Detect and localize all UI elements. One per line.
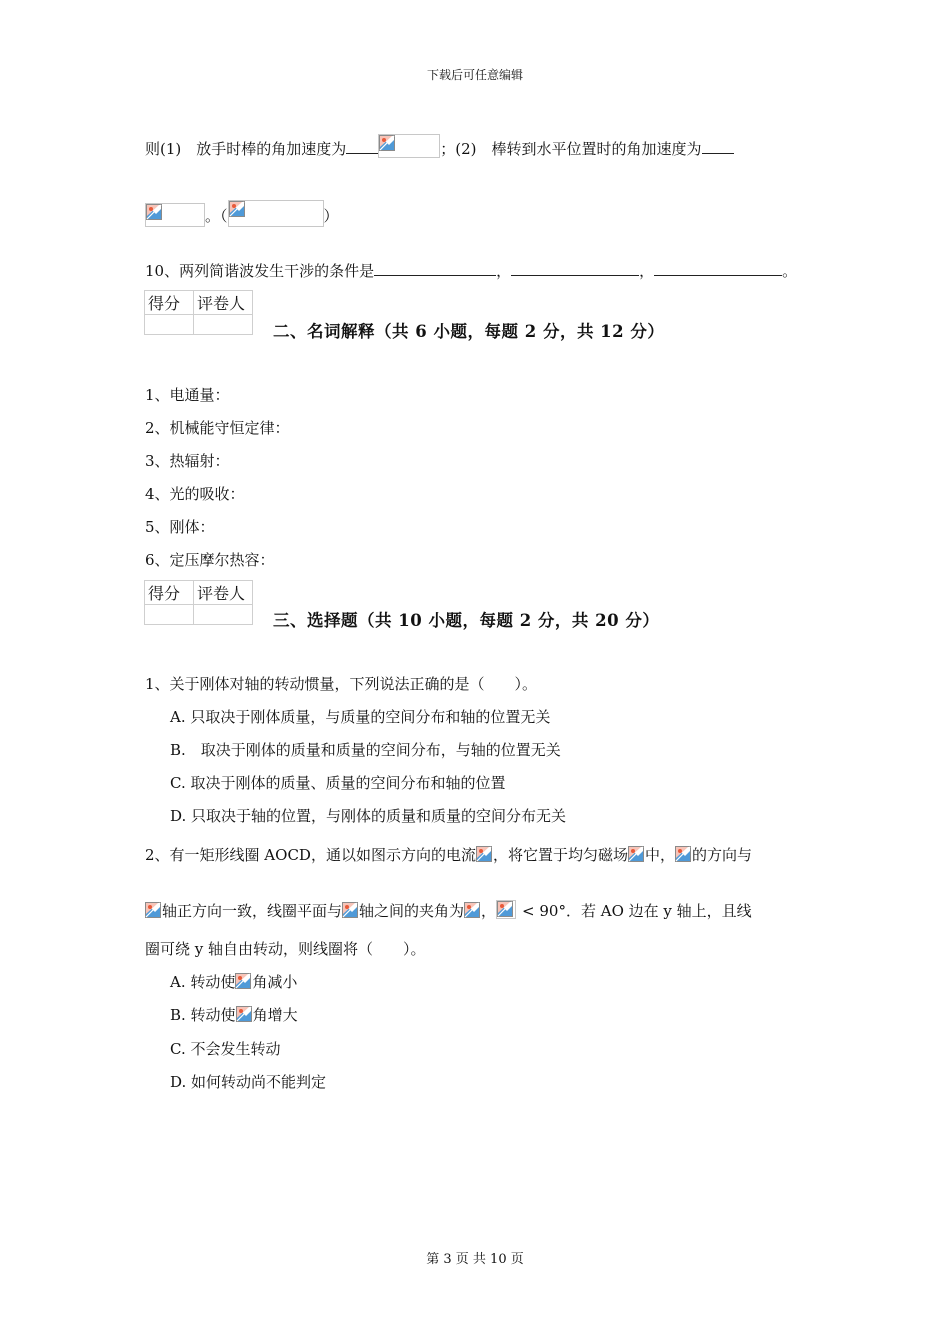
- page-header: 下载后可任意编辑: [426, 68, 523, 82]
- score-cell: [145, 315, 194, 335]
- term-item: 3、热辐射：: [145, 452, 230, 470]
- formula-image: [496, 900, 516, 919]
- term-item: 5、刚体：: [145, 518, 215, 536]
- page-footer: 第 3 页 共 10 页: [426, 1252, 524, 1267]
- broken-image-icon: [146, 204, 162, 220]
- q9-line2: [145, 200, 339, 227]
- broken-image-icon: [675, 846, 691, 862]
- term-item: 4、光的吸收：: [145, 485, 245, 503]
- answer-blank: [511, 275, 639, 276]
- formula-image: [464, 902, 481, 919]
- q9-text-3: 。（: [205, 207, 228, 225]
- broken-image-icon: [145, 902, 161, 918]
- section-title: 二、名词解释（共 6 小题，每题 2 分，共 12 分）: [273, 322, 665, 341]
- broken-image-icon: [342, 902, 358, 918]
- grader-cell: [194, 315, 253, 335]
- broken-image-icon: [379, 135, 395, 151]
- term-item: 1、电通量：: [145, 386, 230, 404]
- broken-image-icon: [464, 902, 480, 918]
- score-table: [144, 580, 253, 625]
- formula-image: [145, 902, 162, 919]
- q10-line: 10、两列简谐波发生干涉的条件是 ， ， 。: [145, 262, 798, 280]
- formula-image: [628, 846, 645, 863]
- formula-image: [378, 134, 440, 158]
- question-stem-line3: 圈可绕 y 轴自由转动，则线圈将（ ）。: [145, 940, 426, 958]
- broken-image-icon: [476, 846, 492, 862]
- q9-line1: [145, 134, 734, 159]
- option-b: B. 取决于刚体的质量和质量的空间分布，与轴的位置无关: [170, 741, 561, 759]
- option-a: A. 转动使 角减小: [170, 973, 298, 991]
- question-stem-line1: 2、有一矩形线圈 AOCD，通以如图示方向的电流 ，将它置于均匀磁场 中， 的方向与: [145, 846, 752, 864]
- formula-image: [236, 1006, 253, 1023]
- grader-label: 评卷人: [194, 581, 253, 605]
- score-label: 得分: [145, 291, 194, 315]
- option-d: D. 只取决于轴的位置，与刚体的质量和质量的空间分布无关: [170, 807, 567, 825]
- broken-image-icon: [236, 1006, 252, 1022]
- grader-cell: [194, 605, 253, 625]
- formula-image: [476, 846, 493, 863]
- section-title: 三、选择题（共 10 小题，每题 2 分，共 20 分）: [273, 611, 660, 630]
- option-c: C. 不会发生转动: [170, 1040, 281, 1058]
- answer-blank: [702, 153, 734, 154]
- grader-label: 评卷人: [194, 291, 253, 315]
- term-item: 2、机械能守恒定律：: [145, 419, 290, 437]
- formula-image: [145, 203, 205, 227]
- answer-blank: [346, 153, 378, 154]
- question-stem-line2: 轴正方向一致，线圈平面与 轴之间的夹角为 ， < 90°．若 AO 边在 y 轴上，且线: [145, 900, 752, 921]
- formula-image: [235, 973, 252, 990]
- q9-text-1: 则(1) 放手时棒的角加速度为: [145, 140, 347, 158]
- q10-text: 10、两列简谐波发生干涉的条件是: [145, 262, 375, 280]
- option-a: A. 只取决于刚体质量，与质量的空间分布和轴的位置无关: [170, 708, 551, 726]
- score-label: 得分: [145, 581, 194, 605]
- answer-blank: [374, 275, 496, 276]
- broken-image-icon: [235, 973, 251, 989]
- option-d: D. 如何转动尚不能判定: [170, 1073, 327, 1091]
- broken-image-icon: [497, 901, 513, 917]
- broken-image-icon: [229, 201, 245, 217]
- formula-image: [342, 902, 359, 919]
- answer-blank: [654, 275, 782, 276]
- formula-image: [675, 846, 692, 863]
- score-table: [144, 290, 253, 335]
- option-c: C. 取决于刚体的质量、质量的空间分布和轴的位置: [170, 774, 506, 792]
- formula-image: [228, 200, 324, 227]
- term-item: 6、定压摩尔热容：: [145, 551, 275, 569]
- option-b: B. 转动使 角增大: [170, 1006, 298, 1024]
- broken-image-icon: [628, 846, 644, 862]
- question-stem: 1、关于刚体对轴的转动惯量，下列说法正确的是（ ）。: [145, 675, 538, 693]
- q9-text-2: ；(2) 棒转到水平位置时的角加速度为: [440, 140, 702, 158]
- score-cell: [145, 605, 194, 625]
- q9-text-4: ）: [323, 207, 339, 225]
